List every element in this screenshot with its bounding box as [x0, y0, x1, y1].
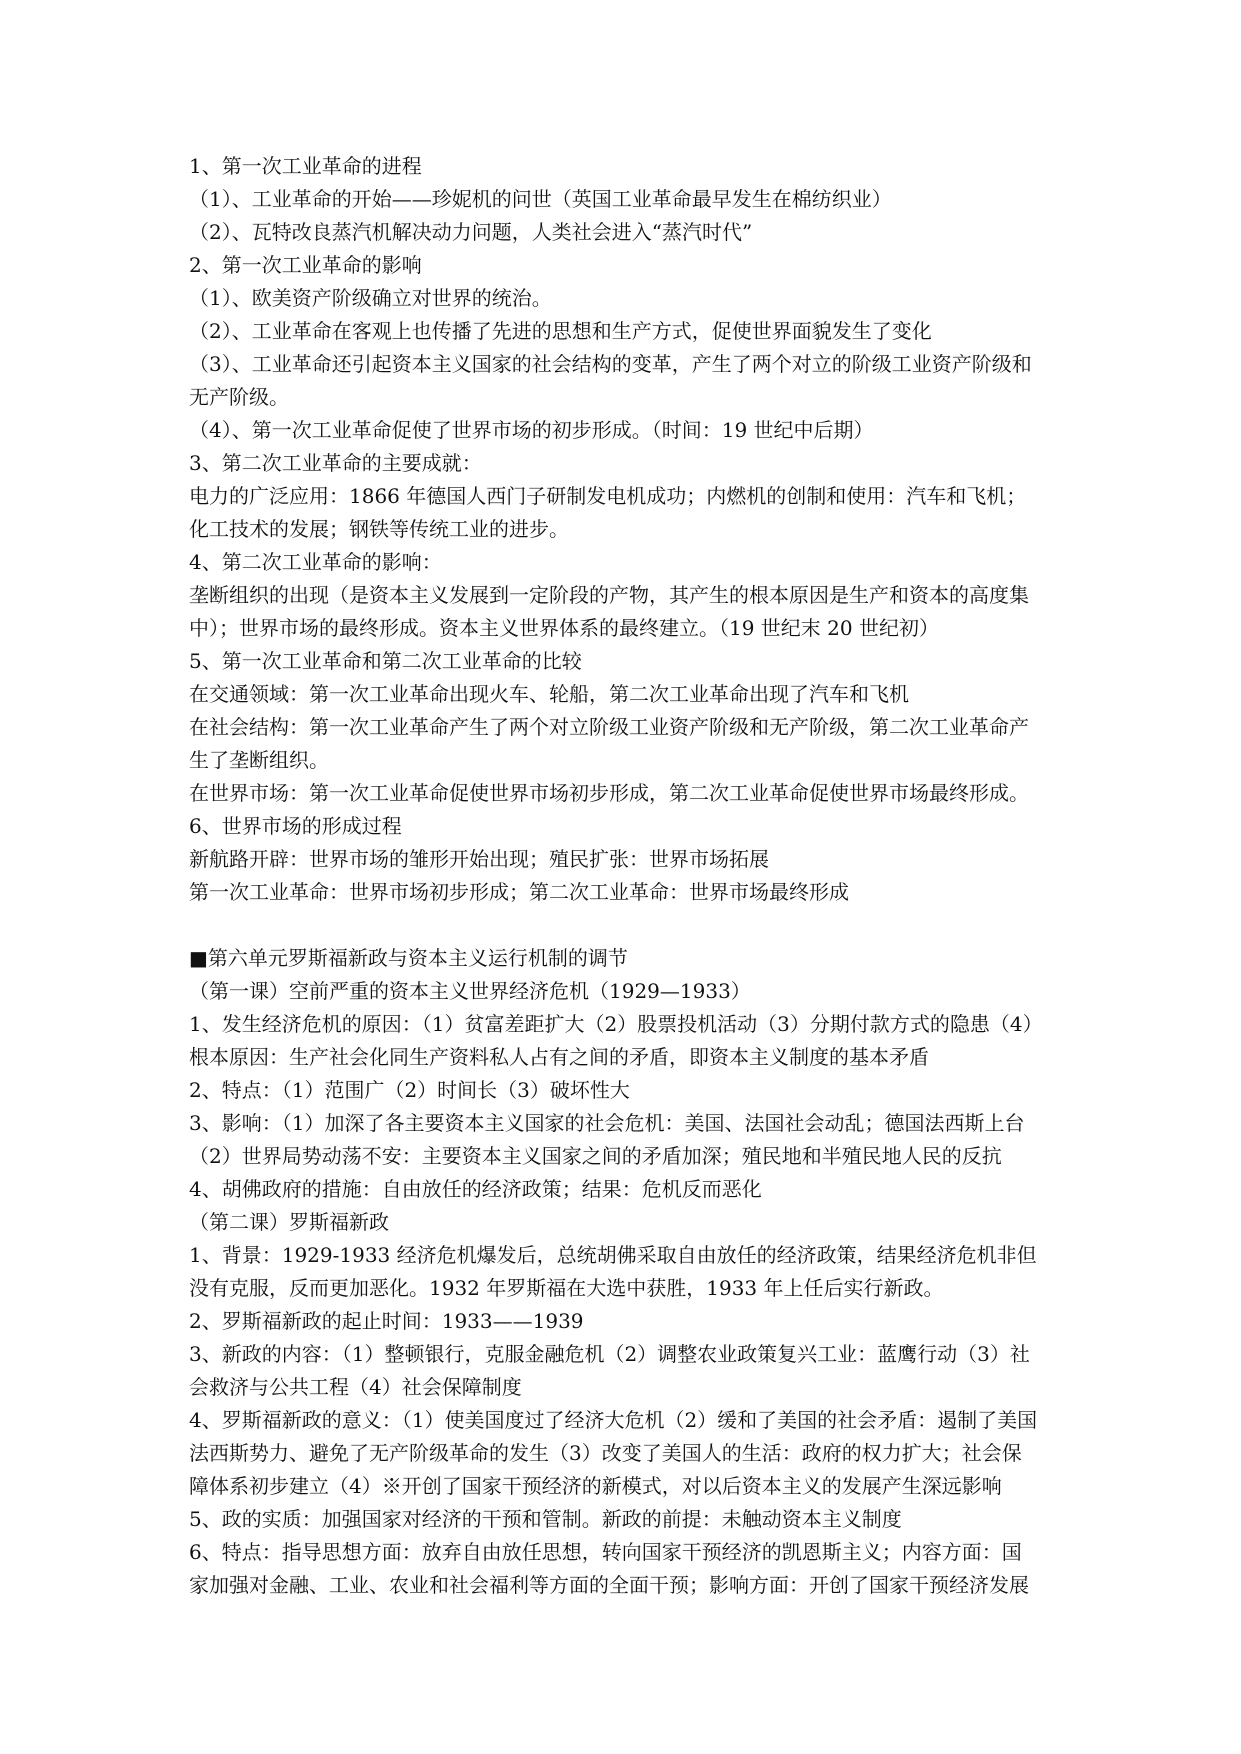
text-line: （2）世界局势动荡不安：主要资本主义国家之间的矛盾加深；殖民地和半殖民地人民的反抗 — [189, 1144, 1002, 1168]
text-line: （第二课）罗斯福新政 — [189, 1210, 389, 1234]
text-line: （1）、欧美资产阶级确立对世界的统治。 — [189, 286, 552, 310]
text-line: （4）、第一次工业革命促使了世界市场的初步形成。（时间：19 世纪中后期） — [189, 418, 874, 442]
text-line: 4、第二次工业革命的影响： — [189, 550, 442, 574]
text-line: 2、第一次工业革命的影响 — [189, 253, 422, 277]
text-line: 法西斯势力、避免了无产阶级革命的发生（3）改变了美国人的生活：政府的权力扩大；社会保 — [189, 1441, 1022, 1465]
text-line: 第一次工业革命：世界市场初步形成；第二次工业革命：世界市场最终形成 — [189, 880, 849, 904]
text-line: 4、罗斯福新政的意义：（1）使美国度过了经济大危机（2）缓和了美国的社会矛盾：遏制了美国 — [189, 1408, 1038, 1432]
text-line: ■第六单元罗斯福新政与资本主义运行机制的调节 — [189, 946, 628, 970]
text-line: （1）、工业革命的开始——珍妮机的问世（英国工业革命最早发生在棉纺织业） — [189, 187, 892, 211]
text-line: 新航路开辟：世界市场的雏形开始出现；殖民扩张：世界市场拓展 — [189, 847, 769, 871]
text-line: 在社会结构：第一次工业革命产生了两个对立阶级工业资产阶级和无产阶级，第二次工业革命产 — [189, 715, 1029, 739]
text-line: 根本原因：生产社会化同生产资料私人占有之间的矛盾，即资本主义制度的基本矛盾 — [189, 1045, 929, 1069]
text-line: （3）、工业革命还引起资本主义国家的社会结构的变革，产生了两个对立的阶级工业资产阶级和 — [189, 352, 1032, 376]
text-line: 障体系初步建立（4）※开创了国家干预经济的新模式，对以后资本主义的发展产生深远影响 — [189, 1474, 1002, 1498]
text-line: （2）、工业革命在客观上也传播了先进的思想和生产方式，促使世界面貌发生了变化 — [189, 319, 932, 343]
section-industrial-revolution — [189, 150, 1069, 909]
text-line: 3、新政的内容：（1）整顿银行，克服金融危机（2）调整农业政策复兴工业：蓝鹰行动（3）社 — [189, 1342, 1030, 1366]
text-line: 无产阶级。 — [189, 385, 289, 409]
text-line: （2）、瓦特改良蒸汽机解决动力问题，人类社会进入“蒸汽时代” — [189, 220, 753, 244]
text-line: 电力的广泛应用：1866 年德国人西门子研制发电机成功；内燃机的创制和使用：汽车和飞机； — [189, 484, 1027, 508]
text-line: 1、第一次工业革命的进程 — [189, 154, 422, 178]
text-line: 3、影响：（1）加深了各主要资本主义国家的社会危机：美国、法国社会动乱；德国法西斯上台 — [189, 1111, 1025, 1135]
text-line: 1、发生经济危机的原因：（1）贫富差距扩大（2）股票投机活动（3）分期付款方式的隐患（4） — [189, 1012, 1043, 1036]
document-page — [189, 150, 1069, 1602]
text-line: 垄断组织的出现（是资本主义发展到一定阶段的产物，其产生的根本原因是生产和资本的高度集 — [189, 583, 1029, 607]
text-line: 家加强对金融、工业、农业和社会福利等方面的全面干预；影响方面：开创了国家干预经济发展 — [189, 1573, 1029, 1597]
text-line: 3、第二次工业革命的主要成就： — [189, 451, 482, 475]
text-line: 在世界市场：第一次工业革命促使世界市场初步形成，第二次工业革命促使世界市场最终形成。 — [189, 781, 1029, 805]
text-line: 中）；世界市场的最终形成。资本主义世界体系的最终建立。（19 世纪末 20 世纪初） — [189, 616, 939, 640]
text-line: 6、世界市场的形成过程 — [189, 814, 402, 838]
text-line: 2、罗斯福新政的起止时间：1933——1939 — [189, 1309, 584, 1333]
text-line: 5、政的实质：加强国家对经济的干预和管制。新政的前提：未触动资本主义制度 — [189, 1507, 902, 1531]
text-line: 1、背景：1929-1933 经济危机爆发后，总统胡佛采取自由放任的经济政策，结果经济危机非但 — [189, 1243, 1037, 1267]
text-line: 在交通领域：第一次工业革命出现火车、轮船，第二次工业革命出现了汽车和飞机 — [189, 682, 909, 706]
section-new-deal — [189, 942, 1069, 1602]
text-line: （第一课）空前严重的资本主义世界经济危机（1929—1933） — [189, 979, 751, 1003]
text-line: 没有克服，反而更加恶化。1932 年罗斯福在大选中获胜，1933 年上任后实行新政。 — [189, 1276, 944, 1300]
text-line: 化工技术的发展；钢铁等传统工业的进步。 — [189, 517, 569, 541]
text-line: 生了垄断组织。 — [189, 748, 329, 772]
section-spacer — [189, 909, 1069, 942]
text-line: 4、胡佛政府的措施：自由放任的经济政策；结果：危机反而恶化 — [189, 1177, 762, 1201]
text-line: 5、第一次工业革命和第二次工业革命的比较 — [189, 649, 582, 673]
text-line: 6、特点：指导思想方面：放弃自由放任思想，转向国家干预经济的凯恩斯主义；内容方面：国 — [189, 1540, 1022, 1564]
text-line: 2、特点：（1）范围广（2）时间长（3）破坏性大 — [189, 1078, 630, 1102]
text-line: 会救济与公共工程（4）社会保障制度 — [189, 1375, 522, 1399]
